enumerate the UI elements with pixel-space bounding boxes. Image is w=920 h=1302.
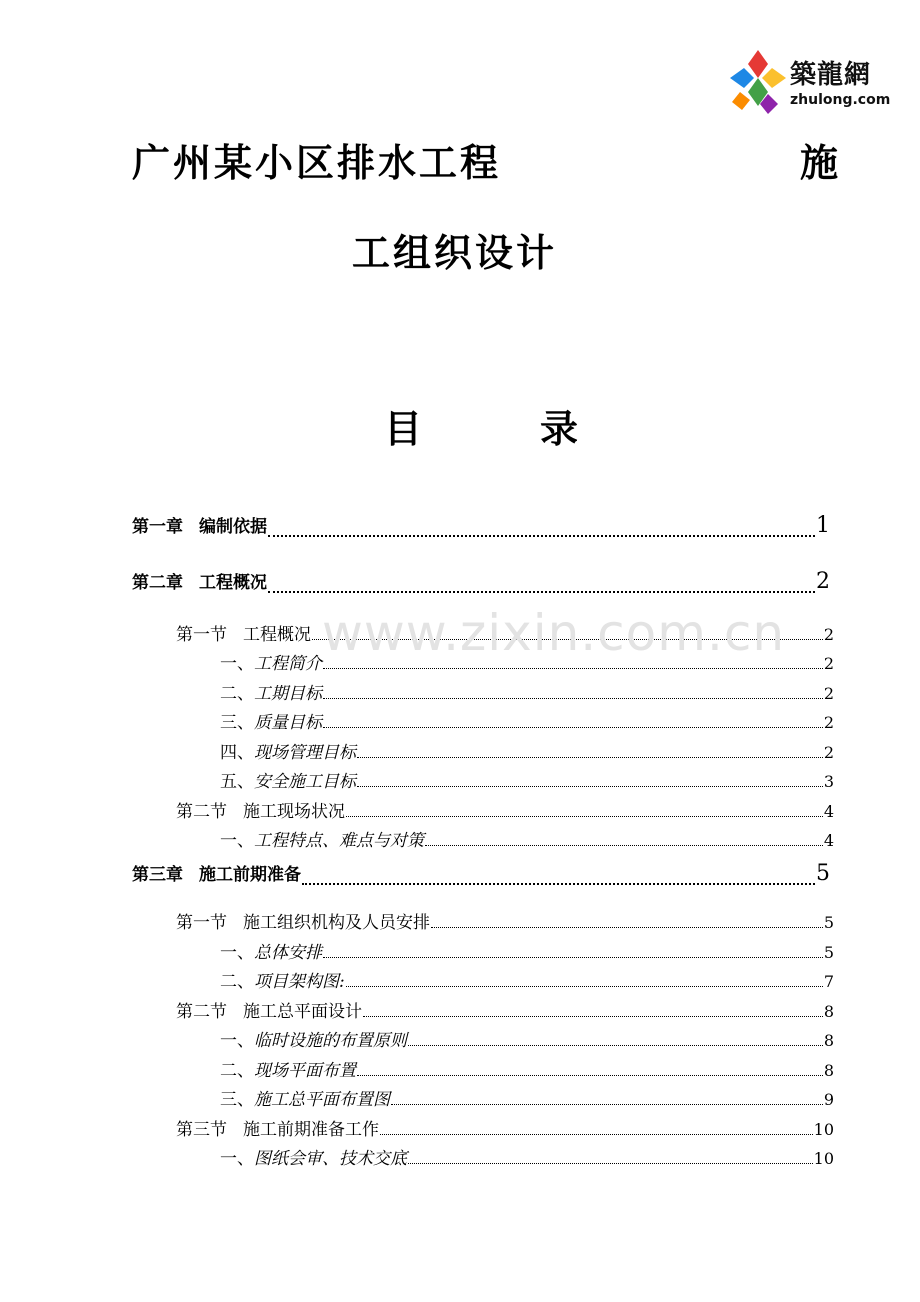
toc-leader-dots <box>408 1163 813 1164</box>
toc-leader-dots <box>408 1045 823 1046</box>
toc-entry-chapter[interactable] <box>132 512 830 542</box>
toc-leader-dots <box>357 1075 823 1076</box>
toc-leader-dots <box>357 786 823 787</box>
toc-entry-text: 质量目标 <box>254 713 322 733</box>
toc-leader-dots <box>323 727 823 728</box>
toc-entry-item[interactable] <box>220 1026 834 1052</box>
toc-entry-page-number: 2 <box>823 713 834 732</box>
toc-entry-label <box>220 679 322 704</box>
toc-entry-page-number: 4 <box>823 802 834 821</box>
toc-entry-page-number: 9 <box>823 1090 834 1109</box>
toc-entry-label <box>220 708 322 733</box>
toc-entry-page-number: 2 <box>816 569 830 594</box>
toc-entry-page-number: 2 <box>823 684 834 703</box>
toc-entry-label <box>220 767 356 792</box>
toc-entry-text: 总体安排 <box>254 943 322 963</box>
toc-entry-number: 第一节 <box>176 625 227 645</box>
toc-entry-item[interactable] <box>220 767 834 793</box>
toc-entry-page-number: 8 <box>823 1031 834 1050</box>
toc-entry-number: 一、 <box>220 654 254 674</box>
toc-entry-label <box>220 1144 407 1169</box>
toc-leader-dots <box>323 957 823 958</box>
toc-entry-label <box>220 967 345 992</box>
toc-entry-text: 临时设施的布置原则 <box>254 1031 407 1051</box>
toc-entry-number: 一、 <box>220 943 254 963</box>
watermark: www.zixin.com.cn <box>322 604 786 662</box>
toc-leader-dots <box>363 1016 823 1017</box>
toc-entry-item[interactable] <box>220 1144 834 1170</box>
toc-entry-number: 一、 <box>220 1149 254 1169</box>
toc-entry-item[interactable] <box>220 649 834 675</box>
toc-entry-label <box>132 568 267 593</box>
toc-entry-number: 五、 <box>220 772 254 792</box>
toc-entry-chapter[interactable] <box>132 860 830 890</box>
document-title-line1-tail: 施 <box>800 141 842 185</box>
toc-entry-item[interactable] <box>220 708 834 734</box>
toc-entry-section[interactable] <box>176 997 834 1023</box>
toc-entry-page-number: 8 <box>823 1002 834 1021</box>
toc-entry-section[interactable] <box>176 620 834 646</box>
toc-leader-dots <box>431 927 823 928</box>
document-title-line1: 广州某小区排水工程 <box>132 141 502 185</box>
toc-leader-dots <box>346 816 823 817</box>
document-title-line2: 工组织设计 <box>352 231 558 275</box>
toc-entry-item[interactable] <box>220 1085 834 1111</box>
toc-entry-page-number: 10 <box>813 1149 834 1168</box>
toc-entry-number: 第二节 <box>176 1002 227 1022</box>
toc-entry-text: 现场管理目标 <box>254 743 356 763</box>
toc-leader-dots <box>425 845 823 846</box>
toc-entry-text: 编制依据 <box>199 517 267 537</box>
toc-entry-text: 图纸会审、技术交底 <box>254 1149 407 1169</box>
toc-entry-text: 项目架构图: <box>254 972 345 992</box>
toc-entry-item[interactable] <box>220 826 834 852</box>
toc-entry-text: 现场平面布置 <box>254 1061 356 1081</box>
toc-entry-text: 工程简介 <box>254 654 322 674</box>
toc-entry-item[interactable] <box>220 938 834 964</box>
toc-entry-section[interactable] <box>176 908 834 934</box>
toc-entry-chapter[interactable] <box>132 568 830 598</box>
toc-entry-text: 施工总平面布置图 <box>254 1090 390 1110</box>
toc-leader-dots <box>268 535 815 537</box>
toc-entry-label <box>220 1026 407 1051</box>
toc-entry-text: 工程特点、难点与对策 <box>254 831 424 851</box>
toc-entry-number: 三、 <box>220 1090 254 1110</box>
toc-entry-text: 施工现场状况 <box>243 802 345 822</box>
toc-entry-text: 安全施工目标 <box>254 772 356 792</box>
toc-entry-page-number: 8 <box>823 1061 834 1080</box>
toc-entry-page-number: 7 <box>823 972 834 991</box>
toc-entry-text: 施工总平面设计 <box>243 1002 362 1022</box>
toc-entry-page-number: 3 <box>823 772 834 791</box>
toc-entry-page-number: 1 <box>816 513 830 538</box>
toc-entry-label <box>132 512 267 537</box>
toc-leader-dots <box>302 883 815 885</box>
toc-entry-section[interactable] <box>176 797 834 823</box>
toc-entry-text: 施工前期准备 <box>199 865 301 885</box>
zhulong-logo <box>728 48 891 120</box>
toc-entry-number: 第三节 <box>176 1120 227 1140</box>
toc-leader-dots <box>268 591 815 593</box>
toc-entry-label <box>176 1115 379 1140</box>
logo-url-text: zhulong.com <box>790 92 891 108</box>
toc-entry-text: 工期目标 <box>254 684 322 704</box>
toc-entry-text: 施工前期准备工作 <box>243 1120 379 1140</box>
toc-entry-item[interactable] <box>220 1056 834 1082</box>
toc-entry-number: 一、 <box>220 831 254 851</box>
toc-leader-dots <box>323 698 823 699</box>
toc-entry-label <box>220 1056 356 1081</box>
toc-leader-dots <box>323 668 823 669</box>
toc-entry-label <box>220 649 322 674</box>
toc-entry-label <box>176 620 311 645</box>
toc-entry-page-number: 2 <box>823 743 834 762</box>
zhulong-logo-icon <box>728 48 788 118</box>
toc-entry-page-number: 5 <box>823 913 834 932</box>
toc-entry-page-number: 2 <box>823 625 834 644</box>
toc-entry-page-number: 10 <box>813 1120 834 1139</box>
toc-entry-number: 二、 <box>220 972 254 992</box>
toc-entry-item[interactable] <box>220 967 834 993</box>
toc-entry-number: 二、 <box>220 1061 254 1081</box>
logo-chinese-name: 築龍網 <box>790 60 872 90</box>
toc-entry-text: 工程概况 <box>243 625 311 645</box>
toc-entry-text: 工程概况 <box>199 573 267 593</box>
toc-entry-page-number: 5 <box>823 943 834 962</box>
toc-leader-dots <box>346 986 823 987</box>
toc-entry-number: 第一章 <box>132 517 183 537</box>
toc-entry-text: 施工组织机构及人员安排 <box>243 913 430 933</box>
toc-leader-dots <box>357 757 823 758</box>
toc-entry-item[interactable] <box>220 738 834 764</box>
toc-entry-number: 第一节 <box>176 913 227 933</box>
toc-entry-number: 三、 <box>220 713 254 733</box>
toc-entry-item[interactable] <box>220 679 834 705</box>
toc-entry-number: 第二章 <box>132 573 183 593</box>
toc-entry-label <box>220 826 424 851</box>
toc-entry-label <box>176 797 345 822</box>
toc-entry-label <box>220 738 356 763</box>
toc-entry-page-number: 5 <box>816 861 830 886</box>
toc-entry-number: 二、 <box>220 684 254 704</box>
toc-entry-label <box>132 860 301 885</box>
toc-entry-label <box>220 938 322 963</box>
toc-entry-number: 第三章 <box>132 865 183 885</box>
toc-entry-label <box>176 997 362 1022</box>
toc-leader-dots <box>380 1134 813 1135</box>
toc-entry-number: 四、 <box>220 743 254 763</box>
toc-entry-label <box>220 1085 390 1110</box>
toc-entry-number: 一、 <box>220 1031 254 1051</box>
toc-heading-char1: 目 <box>384 407 423 451</box>
toc-heading-char2: 录 <box>540 407 579 451</box>
toc-entry-page-number: 4 <box>823 831 834 850</box>
toc-entry-section[interactable] <box>176 1115 834 1141</box>
toc-entry-label <box>176 908 430 933</box>
toc-leader-dots <box>312 639 823 640</box>
toc-entry-number: 第二节 <box>176 802 227 822</box>
toc-leader-dots <box>391 1104 823 1105</box>
toc-entry-page-number: 2 <box>823 654 834 673</box>
